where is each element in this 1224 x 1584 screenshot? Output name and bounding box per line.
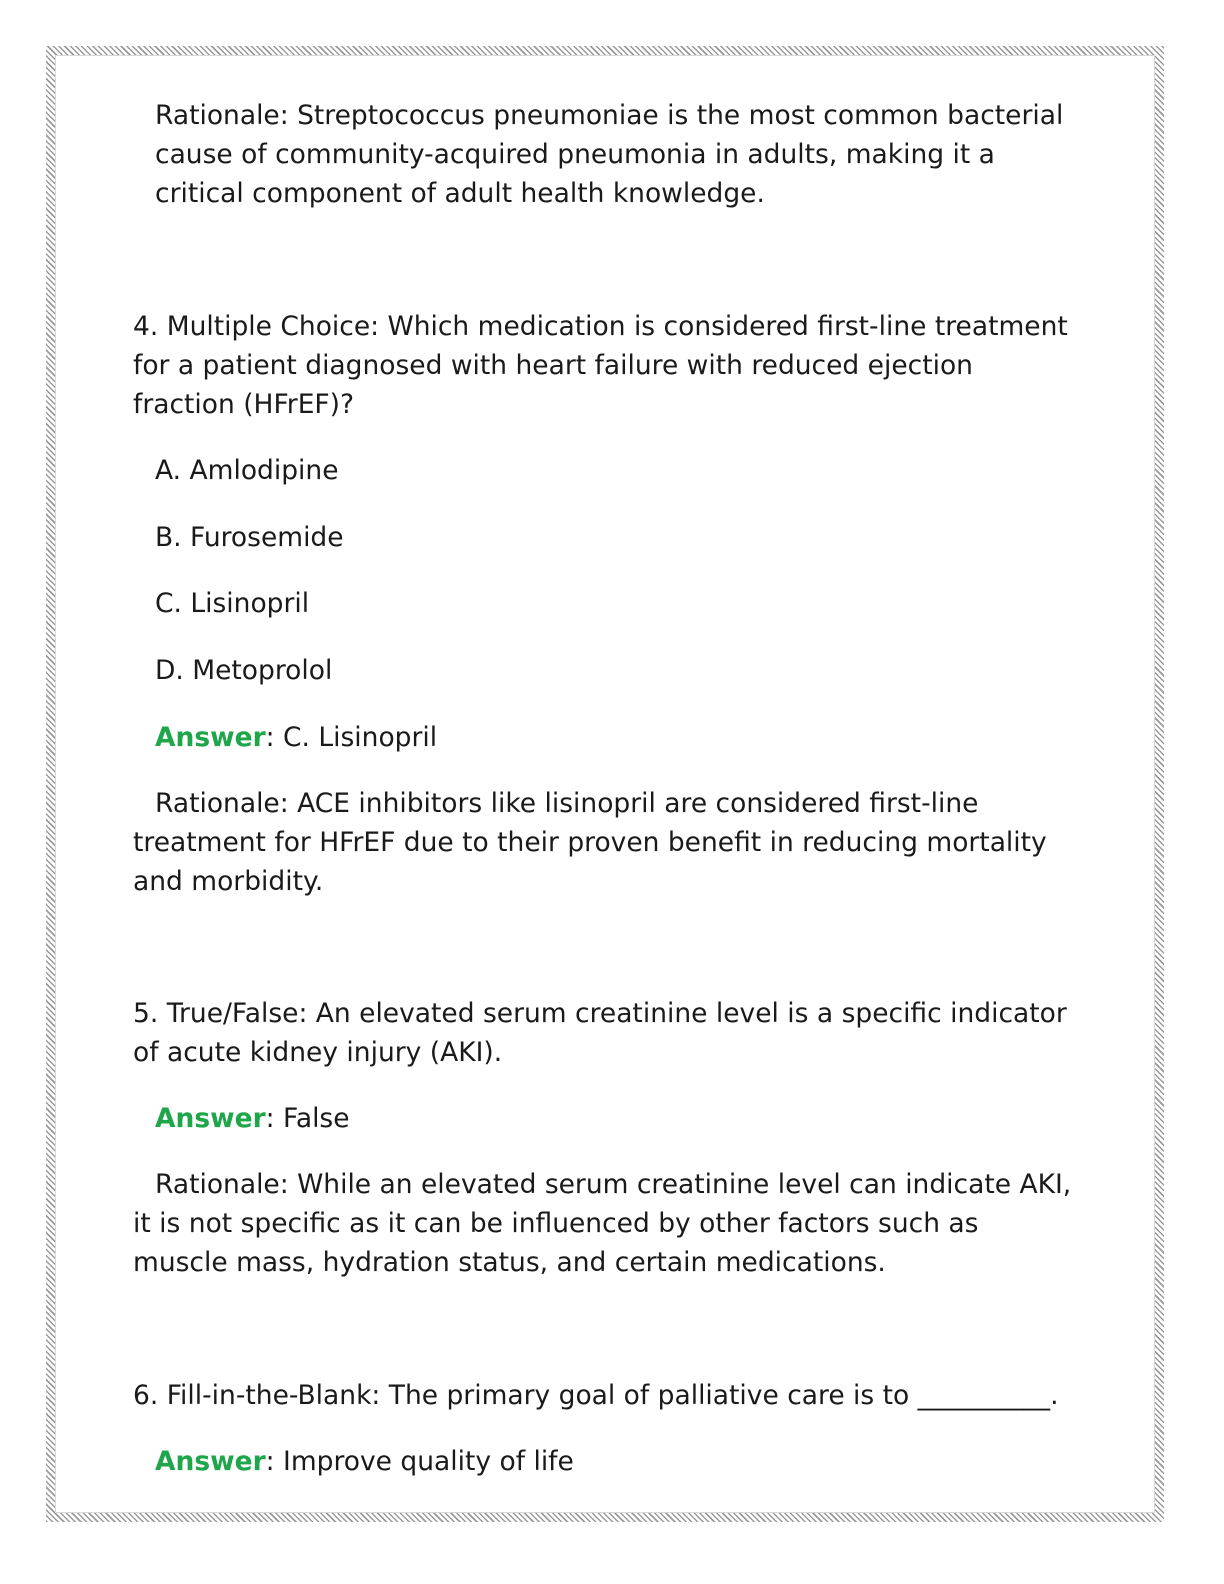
q6-answer-label: Answer bbox=[155, 1446, 266, 1477]
q4-answer bbox=[133, 718, 437, 757]
q4-answer-value: : C. Lisinopril bbox=[265, 722, 438, 753]
q4-option-c: C. Lisinopril bbox=[155, 588, 310, 619]
q4-answer-label: Answer bbox=[155, 722, 266, 753]
q6-question: 6. Fill-in-the-Blank: The primary goal of palliative care is to __________. bbox=[133, 1380, 1059, 1411]
q5-answer bbox=[133, 1099, 350, 1138]
q4-rationale bbox=[133, 784, 1083, 901]
q4-option-a: A. Amlodipine bbox=[155, 455, 339, 486]
q4-option-d: D. Metoprolol bbox=[155, 655, 333, 686]
q5-rationale bbox=[133, 1165, 1073, 1282]
q3-rationale bbox=[133, 96, 1065, 213]
q5-answer-label: Answer bbox=[155, 1103, 266, 1134]
q5-question: 5. True/False: An elevated serum creatinine level is a specific indicator of acute kidney injury (AKI). bbox=[133, 998, 1067, 1068]
q5-rationale-text: Rationale: While an elevated serum creatinine level can indicate AKI, it is not specific as it can be influenced by other factors such as muscle mass, hydration status, and certain medications. bbox=[133, 1169, 1072, 1278]
q4-rationale-text: Rationale: ACE inhibitors like lisinopril are considered first-line treatment for HFrEF due to their proven benefit in reducing mortality and morbidity. bbox=[133, 788, 1047, 897]
q3-rationale-text: Rationale: Streptococcus pneumoniae is the most common bacterial cause of community-acquired pneumonia in adults, making it a critical component of adult health knowledge. bbox=[155, 100, 1064, 209]
q6-answer-value: : Improve quality of life bbox=[265, 1446, 574, 1477]
q4-question: 4. Multiple Choice: Which medication is considered first-line treatment for a patient diagnosed with heart failure with reduced ejection fraction (HFrEF)? bbox=[133, 311, 1068, 420]
q5-answer-value: : False bbox=[265, 1103, 350, 1134]
q4-option-b: B. Furosemide bbox=[155, 522, 344, 553]
q6-answer bbox=[133, 1442, 574, 1481]
